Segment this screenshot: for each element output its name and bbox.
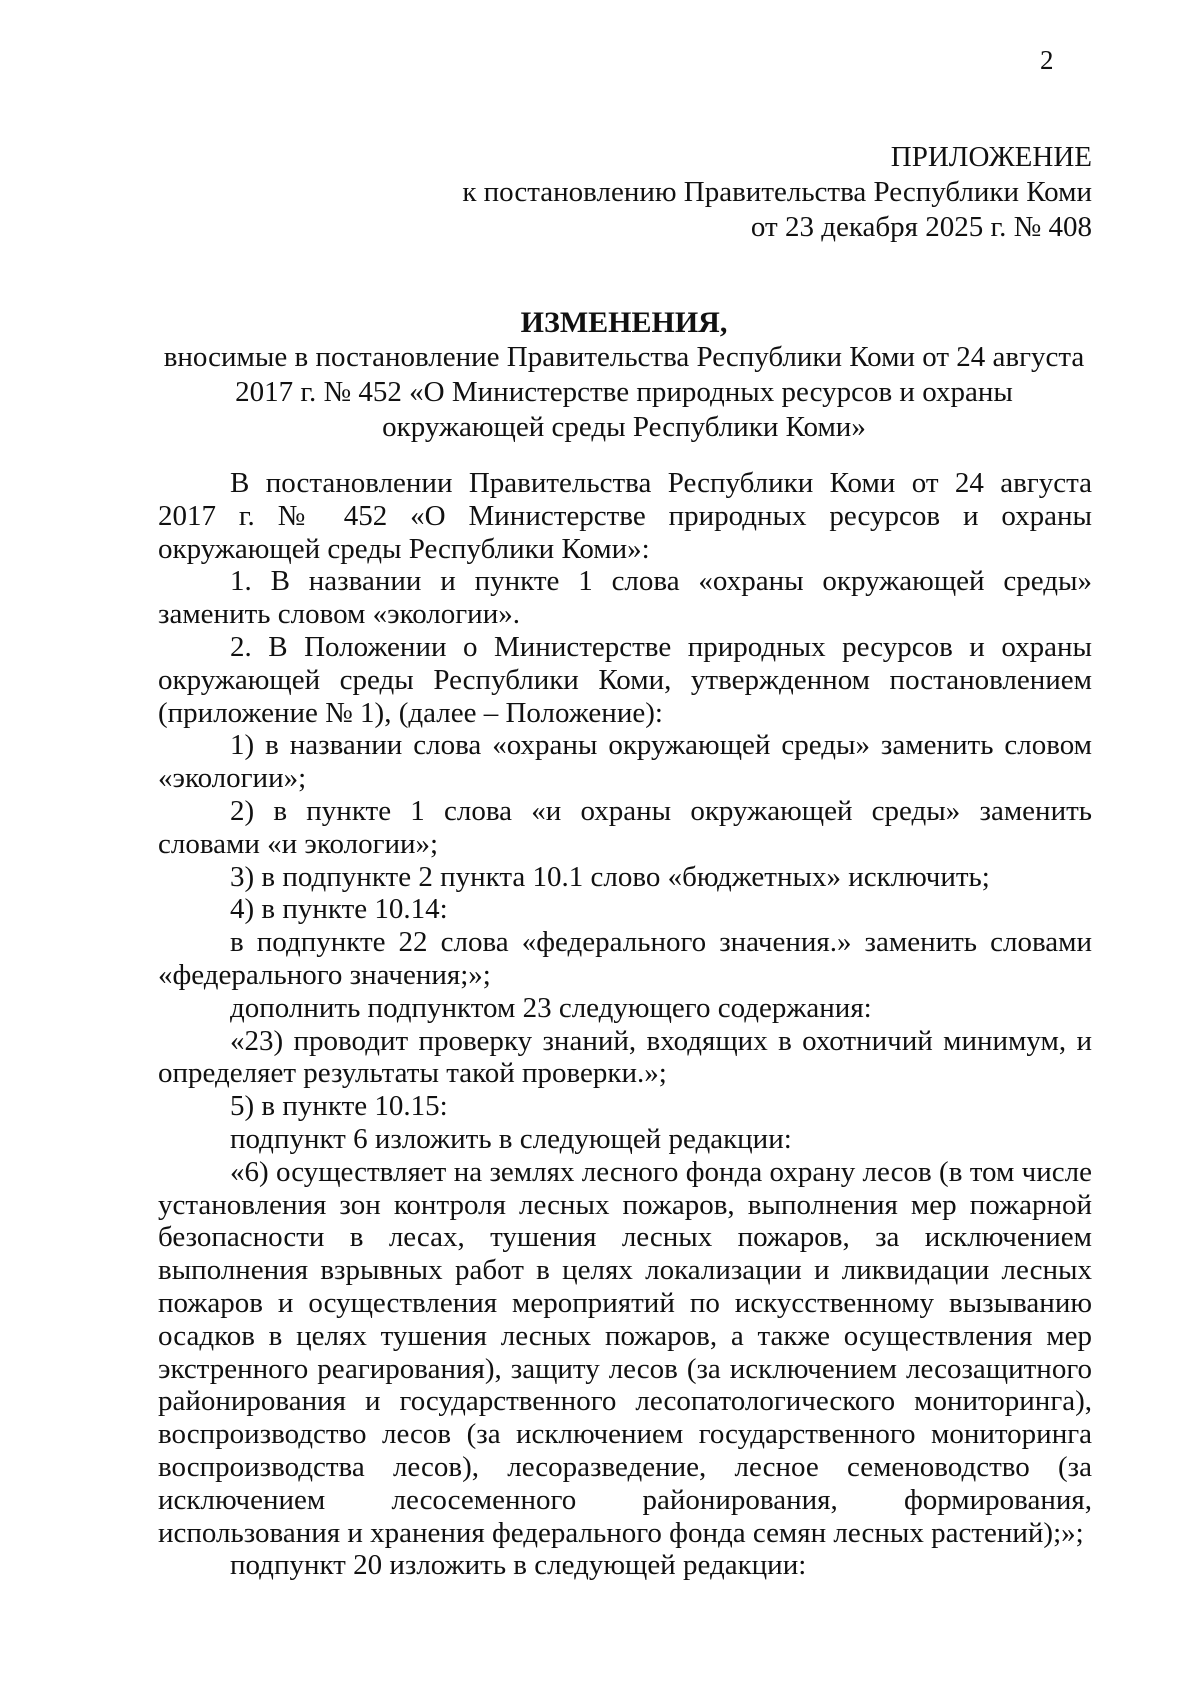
paragraph: 3) в подпункте 2 пункта 10.1 слово «бюджетных» исключить;	[230, 860, 990, 893]
paragraph: «23) проводит проверку знаний, входящих в охотничий минимум, и определяет результаты такой проверки.»;	[158, 1024, 1092, 1090]
appendix-line-2: от 23 декабря 2025 г. № 408	[750, 211, 1092, 243]
paragraph: дополнить подпунктом 23 следующего содержания:	[230, 991, 872, 1024]
paragraph: 4) в пункте 10.14:	[230, 893, 448, 926]
document-subtitle: вносимые в постановление Правительства Республики Коми от 24 августа 2017 г. № 452 «О Министерстве природных ресурсов и охраны окружающей среды Республики Коми»	[163, 341, 1085, 443]
appendix-line-1: к постановлению Правительства Республики Коми	[462, 176, 1092, 208]
paragraph: «6) осуществляет на землях лесного фонда охрану лесов (в том числе установления зон контроля лесных пожаров, выполнения мер пожарной безопасности в лесах, тушения лесных пожаров, за исключением выполнения взрывных работ в целях локализации и ликвидации лесных пожаров и осуществления мероприятий по искусственному вызыванию осадков в целях тушения лесных пожаров, а также осуществления мер экстренного реагирования), защиту лесов (за исключением лесозащитного районирования и государственного лесопатологического мониторинга), воспроизводство лесов (за исключением государственного мониторинга воспроизводства лесов), лесоразведение, лесное семеноводство (за исключением лесосеменного районирования, формирования, использования и хранения федерального фонда семян лесных растений);»;	[158, 1155, 1092, 1549]
paragraph: в подпункте 22 слова «федерального значения.» заменить словами «федерального значения;»;	[158, 926, 1092, 991]
paragraph: подпункт 20 изложить в следующей редакции:	[230, 1549, 807, 1582]
paragraph: 1. В названии и пункте 1 слова «охраны окружающей среды» заменить словом «экологии».	[158, 565, 1092, 631]
paragraph: 5) в пункте 10.15:	[230, 1090, 448, 1123]
page-number: 2	[1040, 45, 1054, 75]
appendix-label: ПРИЛОЖЕНИЕ	[890, 141, 1092, 173]
paragraph: 2) в пункте 1 слова «и охраны окружающей среды» заменить словами «и экологии»;	[158, 794, 1092, 860]
paragraph: подпункт 6 изложить в следующей редакции:	[230, 1122, 792, 1155]
paragraph: 2. В Положении о Министерстве природных ресурсов и охраны окружающей среды Республики Коми, утвержденном постановлением (приложение № 1), (далее – Положение):	[158, 630, 1092, 729]
document-body	[158, 467, 1092, 1582]
paragraph: В постановлении Правительства Республики Коми от 24 августа 2017 г. № 452 «О Министерстве природных ресурсов и охраны окружающей среды Республики Коми»:	[158, 467, 1092, 565]
document-title: ИЗМЕНЕНИЯ,	[520, 306, 728, 339]
paragraph: 1) в названии слова «охраны окружающей среды» заменить словом «экологии»;	[158, 729, 1092, 795]
appendix-header	[372, 140, 1092, 245]
document-title-block	[156, 305, 1092, 445]
